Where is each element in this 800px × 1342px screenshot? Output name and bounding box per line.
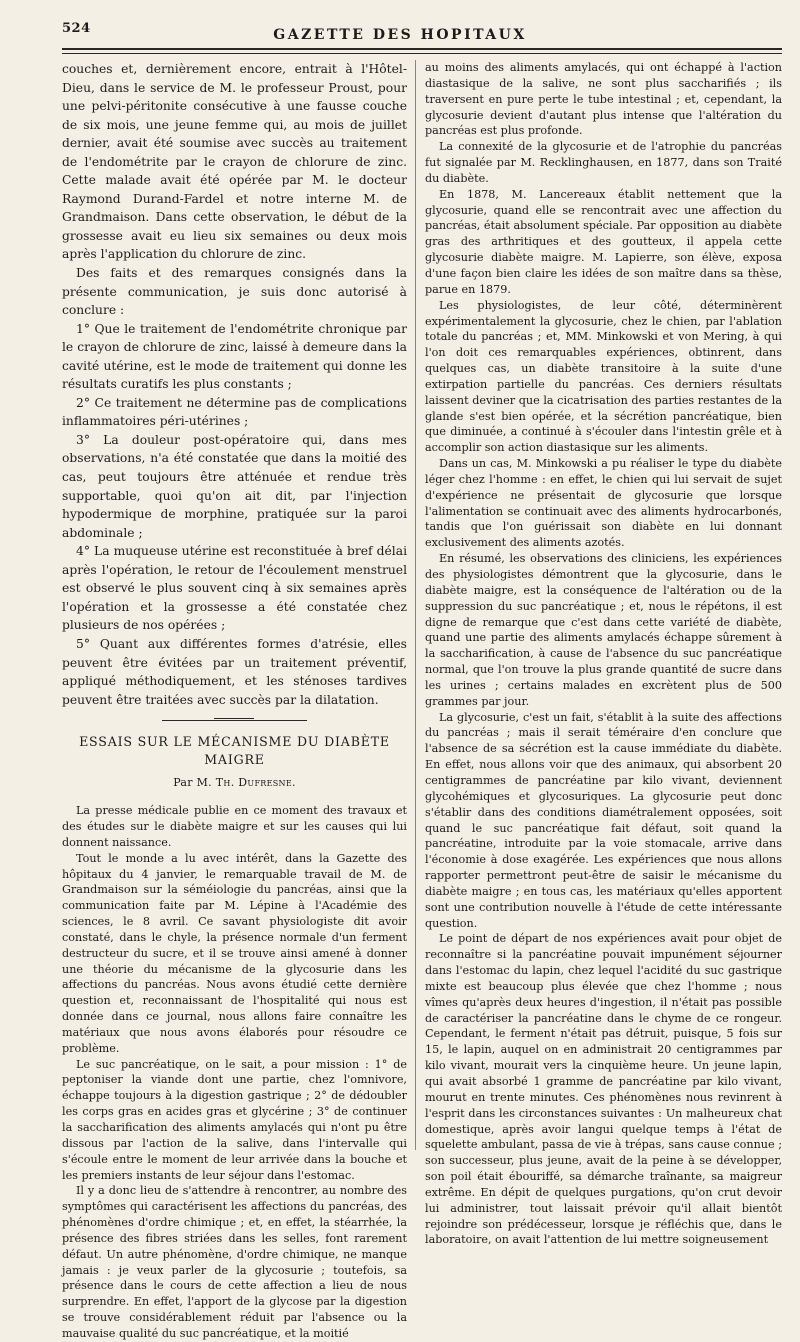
conclusion-item-5: 5° Quant aux différentes formes d'atrésie, elles peuvent être évitées par un traitement préventif, appliqué méthodiquement, et les sténoses tardives peuvent être traitées avec succès par la dilatation. <box>62 636 407 707</box>
paragraph: au moins des aliments amylacés, qui ont échappé à l'action diastasique de la salive, ne sont plus saccharifiés ; ils traversent en pure perte le tube intestinal ; et, cependant, la glycosurie devient d'autant plus intense que l'altération du pancréas est plus profonde. <box>425 61 782 138</box>
paragraph: En 1878, M. Lancereaux établit nettement que la glycosurie, quand elle se rencontrait avec une affection du pancréas, était absolument spéciale. Par opposition au diabète gras des arthritiques et des goutteux, il appela cette glycosurie diabète maigre. M. Lapierre, son élève, exposa d'une façon bien claire les idées de son maître dans sa thèse, parue en 1879. <box>425 187 782 296</box>
header-rule-thick <box>62 48 782 50</box>
running-head: GAZETTE DES HOPITAUX <box>273 27 527 43</box>
paragraph: La connexité de la glycosurie et de l'atrophie du pancréas fut signalée par M. Recklinghausen, en 1877, dans son Traité du diabète. <box>425 140 782 185</box>
header-rule-thin <box>62 53 782 54</box>
conclusion-item-2: 2° Ce traitement ne détermine pas de complications inflammatoires péri-utérines ; <box>62 395 407 429</box>
paragraph: Le suc pancréatique, on le sait, a pour mission : 1° de peptoniser la viande dont une partie, chez l'omnivore, échappe toujours à la digestion gastrique ; 2° de dédoubler les corps gras en acides gras et glycérine ; 3° de continuer la saccharification des aliments amylacés qui n'ont pu être dissous par l'action de la salive, dans l'intervalle qui s'écoule entre le moment de leur arrivée dans la bouche et les premiers instants de leur séjour dans l'estomac. <box>62 1057 407 1182</box>
paragraph: La glycosurie, c'est un fait, s'établit à la suite des affections du pancréas ; mais il serait téméraire d'en conclure que l'absence de sa sécrétion est la cause immédiate du diabète. En effet, nous allons voir que des animaux, qui absorbent 20 centigrammes de pancréatine par kilo vivant, deviennent glycohémiques et glycosuriques. La glycosurie peut donc s'établir dans des conditions diamétralement opposées, soit quand le suc pancréatique fait défaut, soit quand la pancréatine, introduite par la voie stomacale, arrive dans l'économie à dose exagérée. Les expériences que nous allons rapporter permettront peut-être de saisir le mécanisme du diabète maigre ; en tous cas, les matériaux qu'elles apportent sont une contribution nouvelle à l'étude de cette intéressante question. <box>425 710 782 930</box>
paragraph: Tout le monde a lu avec intérêt, dans la Gazette des hôpitaux du 4 janvier, le remarquable travail de M. de Grandmaison sur la séméiologie du pancréas, ainsi que la communication faite par M. Lépine à l'Académie des sciences, le 8 avril. Ce savant physiologiste dit avoir constaté, dans le chyle, la présence normale d'un ferment destructeur du sucre, et il se trouve ainsi amené à donner une théorie du mécanisme de la glycosurie dans les affections du pancréas. Nous avons étudié cette dernière question et, reconnaissant de l'hospitalité qui nous est donnée dans ce journal, nous allons faire connaître les matériaux que nous avons élaborés pour résoudre ce problème. <box>62 851 407 1055</box>
paragraph: Il y a donc lieu de s'attendre à rencontrer, au nombre des symptômes qui caractérisent les affections du pancréas, des phénomènes d'ordre chimique ; et, en effet, la stéarrhée, la présence des fibres striées dans les selles, font rarement défaut. Un autre phénomène, d'ordre chimique, ne manque jamais : je veux parler de la glycosurie ; toutefois, sa présence dans le cours de cette affection a lieu de nous surprendre. En effet, l'apport de la glycose par la digestion se trouve considérablement réduit par l'absence ou la mauvaise qualité du suc pancréatique, et la moitié <box>62 1184 407 1340</box>
left-column <box>62 60 407 1340</box>
paragraph: Des faits et des remarques consignés dans la présente communication, je suis donc autorisé à conclure : <box>62 266 407 318</box>
article-separator <box>62 709 407 733</box>
paragraph: Dans un cas, M. Minkowski a pu réaliser le type du diabète léger chez l'homme : en effet, le chien qui lui servait de sujet d'expérience ne présentait de glycosurie que lorsque l'alimentation se continuait avec des aliments hydrocarbonés, tandis que l'on guérissait son diabète en lui donnant exclusivement des aliments azotés. <box>425 457 782 550</box>
paragraph: Le point de départ de nos expériences avait pour objet de reconnaître si la pancréatine pouvait impunément séjourner dans l'estomac du lapin, chez lequel l'acidité du suc gastrique mixte est beaucoup plus élevée que chez l'homme ; nous vîmes qu'après deux heures d'ingestion, il n'était pas possible de caractériser la pancréatine dans le chyme de ce rongeur. Cependant, le ferment n'était pas détruit, puisque, 5 fois sur 15, le lapin, auquel on en administrait 20 centigrammes par kilo vivant, mourait vers la cinquième heure. Un jeune lapin, qui avait absorbé 1 gramme de pancréatine par kilo vivant, mourut en trente minutes. Ces phénomènes nous revinrent à l'esprit dans les circonstances suivantes : Un malheureux chat domestique, après avoir langui quelque temps à l'état de squelette ambulant, passa de vie à trépas, sans cause connue ; son successeur, plus jeune, avait de la peine à se développer, son poil était ébouriffé, sa démarche traînante, sa maigreur extrême. En dépit de quelques purgations, qu'on crut devoir lui administrer, tout laissait prévoir qu'il allait bientôt rejoindre son prédécesseur, lorsque je réfléchis que, dans le laboratoire, on avait l'attention de lui mettre soigneusement <box>425 932 782 1247</box>
paragraph: Les physiologistes, de leur côté, déterminèrent expérimentalement la glycosurie, chez le chien, par l'ablation totale du pancréas ; et, MM. Minkowski et von Mering, à qui l'on doit ces remarquables expériences, obtinrent, dans quelques cas, un diabète transitoire à la suite d'une extirpation partielle du pancréas. Ces derniers résultats laissent deviner que la cicatrisation des parties restantes de la glande s'est bien opérée, et la sécrétion pancréatique, bien que diminuée, a continué à s'écouler dans l'intestin grêle et à accomplir son action diastasique sur les aliments. <box>425 298 782 455</box>
paragraph: La presse médicale publie en ce moment des travaux et des études sur le diabète maigre et sur les causes qui lui donnent naissance. <box>62 804 407 849</box>
paragraph: couches et, dernièrement encore, entrait à l'Hôtel-Dieu, dans le service de M. le professeur Proust, pour une pelvi-péritonite consécutive à une fausse couche de six mois, une jeune femme qui, au mois de juillet dernier, avait été soumise avec succès au traitement de l'endométrite par le crayon de chlorure de zinc. Cette malade avait été opérée par M. le docteur Raymond Durand-Fardel et notre interne M. de Grandmaison. Dans cette observation, le début de la grossesse avait eu lieu six semaines ou deux mois après l'application du chlorure de zinc. <box>62 62 407 262</box>
conclusion-item-4: 4° La muqueuse utérine est reconstituée à bref délai après l'opération, le retour de l'écoulement menstruel est observé le plus souvent cinq à six semaines après l'opération et la grossesse a été constatée chez plusieurs de nos opérées ; <box>62 544 407 633</box>
right-column <box>425 60 782 1247</box>
conclusion-item-1: 1° Que le traitement de l'endométrite chronique par le crayon de chlorure de zinc, laissé à demeure dans la cavité utérine, est le mode de traitement qui donne les résultats curatifs les plus constants ; <box>62 321 407 392</box>
article-body-left <box>62 803 407 1342</box>
byline-prefix: Par M. <box>173 776 212 790</box>
column-divider <box>415 60 416 1150</box>
paragraph: En résumé, les observations des cliniciens, les expériences des physiologistes démontrent que la glycosurie, dans le diabète maigre, est la conséquence de l'altération ou de la suppression du suc pancréatique ; et, nous le répétons, il est digne de remarque que c'est dans cette variété de diabète, quand une partie des aliments amylacés échappe sûrement à la saccharification, à cause de l'absence du suc pancréatique normal, que l'on trouve la plus grande quantité de sucre dans les urines ; certains malades en excrètent plus de 500 grammes par jour. <box>425 552 782 708</box>
conclusion-item-3: 3° La douleur post-opératoire qui, dans mes observations, n'a été constatée que dans la moitié des cas, peut toujours être atténuée et rendue très supportable, quoi qu'on ait dit, par l'injection hypodermique de morphine, pratiquée sur la paroi abdominale ; <box>62 432 407 540</box>
article-title: ESSAIS SUR LE MÉCANISME DU DIABÈTE MAIGRE <box>79 734 390 768</box>
page-number: 524 <box>62 21 91 36</box>
previous-article-conclusion <box>62 60 407 709</box>
author-name: Th. Dufresne. <box>215 776 296 790</box>
byline <box>62 775 407 803</box>
